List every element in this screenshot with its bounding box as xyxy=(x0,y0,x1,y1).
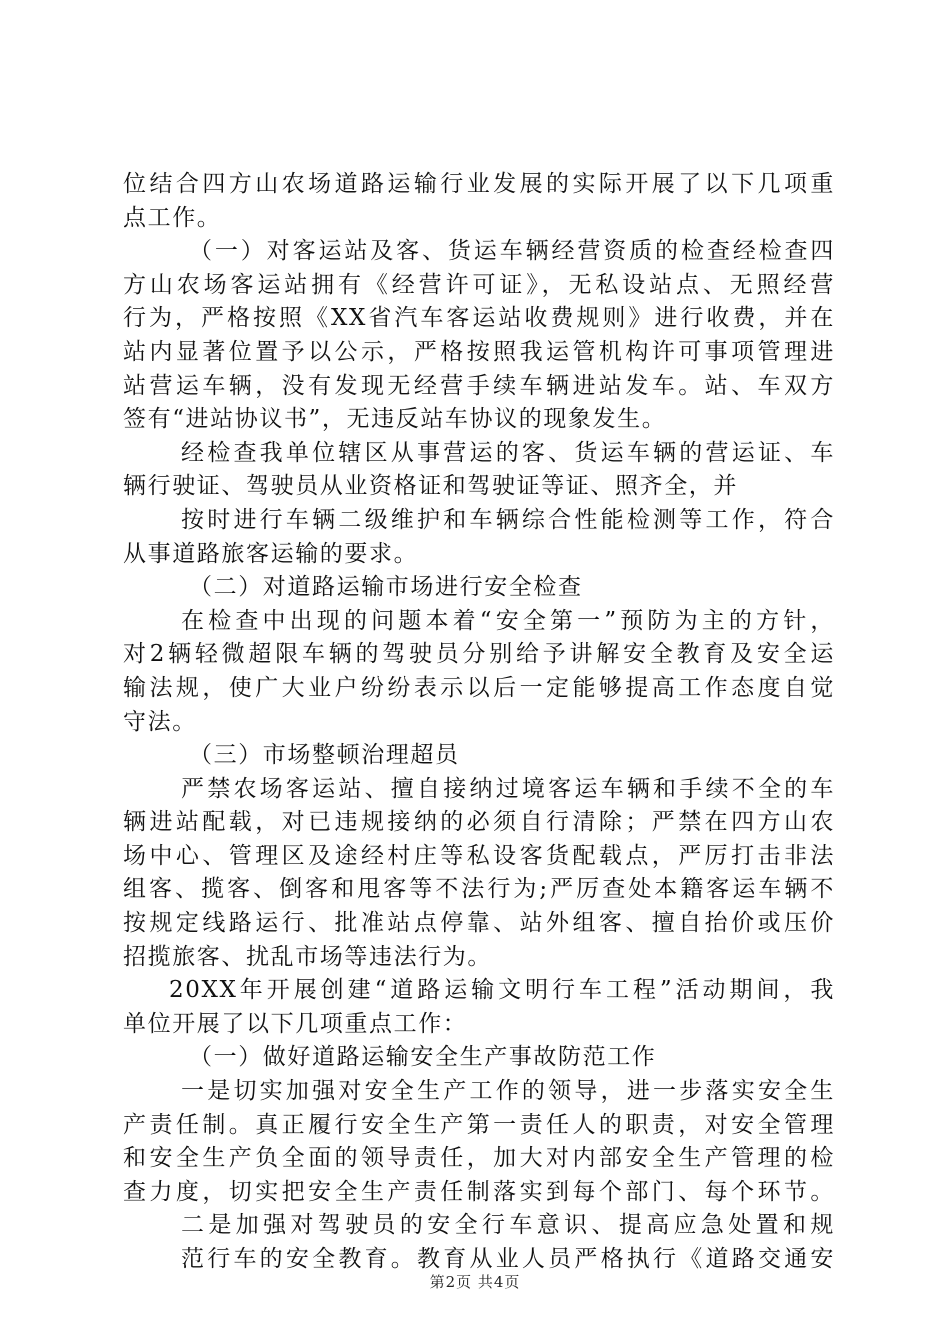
text-line: 位结合四方山农场道路运输行业发展的实际开展了以下几项重 xyxy=(123,171,835,197)
text-line: 对2辆轻微超限车辆的驾驶员分别给予讲解安全教育及安全运 xyxy=(123,641,835,668)
text-line: 点工作。 xyxy=(123,204,222,231)
section-heading: （二）对道路运输市场进行安全检查 xyxy=(189,574,583,601)
text-line: 方山农场客运站拥有《经营许可证》，无私设站点、无照经营 xyxy=(123,271,835,298)
text-line: 按规定线路运行、批准站点停靠、站外组客、擅自抬价或压价 xyxy=(123,910,835,937)
text-line: 按时进行车辆二级维护和车辆综合性能检测等工作，符合 xyxy=(181,506,835,533)
text-line: 和安全生产负全面的领导责任，加大对内部安全生产管理的检 xyxy=(123,1145,835,1172)
text-line: 站内显著位置予以公示，严格按照我运管机构许可事项管理进 xyxy=(123,338,835,365)
text-line: （一）对客运站及客、货运车辆经营资质的检查经检查四 xyxy=(189,238,835,265)
text-line: 场中心、管理区及途经村庄等私设客货配载点，严厉打击非法 xyxy=(123,842,835,869)
text-line: 二是加强对驾驶员的安全行车意识、提高应急处置和规 xyxy=(181,1212,835,1239)
text-line: 在检查中出现的问题本着“安全第一”预防为主的方针， xyxy=(181,607,835,634)
text-line: 一是切实加强对安全生产工作的领导，进一步落实安全生 xyxy=(181,1078,835,1105)
text-line: 单位开展了以下几项重点工作： xyxy=(123,1010,468,1037)
text-line: 站营运车辆，没有发现无经营手续车辆进站发车。站、车双方 xyxy=(123,372,835,399)
text-line: 守法。 xyxy=(123,708,197,735)
section-heading: （一）做好道路运输安全生产事故防范工作 xyxy=(189,1044,657,1071)
section-heading: （三）市场整顿治理超员 xyxy=(189,742,460,769)
text-line: 辆进站配载，对已违规接纳的必须自行清除；严禁在四方山农 xyxy=(123,809,835,836)
text-line: 组客、揽客、倒客和甩客等不法行为;严厉查处本籍客运车辆不 xyxy=(123,876,835,903)
text-line: 20XX年开展创建“道路运输文明行车工程”活动期间，我 xyxy=(169,977,835,1004)
text-line: 产责任制。真正履行安全生产第一责任人的职责，对安全管理 xyxy=(123,1111,835,1138)
text-line: 范行车的安全教育。教育从业人员严格执行《道路交通安 xyxy=(181,1246,835,1272)
text-line: 签有“进站协议书”，无违反站车协议的现象发生。 xyxy=(123,406,667,433)
text-line: 查力度，切实把安全生产责任制落实到每个部门、每个环节。 xyxy=(123,1178,835,1205)
text-line: 行为，严格按照《XX省汽车客运站收费规则》进行收费，并在 xyxy=(123,305,835,332)
text-line: 输法规，使广大业户纷纷表示以后一定能够提高工作态度自觉 xyxy=(123,674,835,701)
text-line: 经检查我单位辖区从事营运的客、货运车辆的营运证、车 xyxy=(181,439,835,466)
document-body xyxy=(123,168,835,1277)
text-line: 严禁农场客运站、擅自接纳过境客运车辆和手续不全的车 xyxy=(181,775,835,802)
text-line: 辆行驶证、驾驶员从业资格证和驾驶证等证、照齐全，并 xyxy=(123,473,738,500)
text-line: 从事道路旅客运输的要求。 xyxy=(123,540,419,567)
text-line: 招揽旅客、扰乱市场等违法行为。 xyxy=(123,943,492,970)
page-number-footer: 第2页 共4页 xyxy=(429,1273,521,1291)
